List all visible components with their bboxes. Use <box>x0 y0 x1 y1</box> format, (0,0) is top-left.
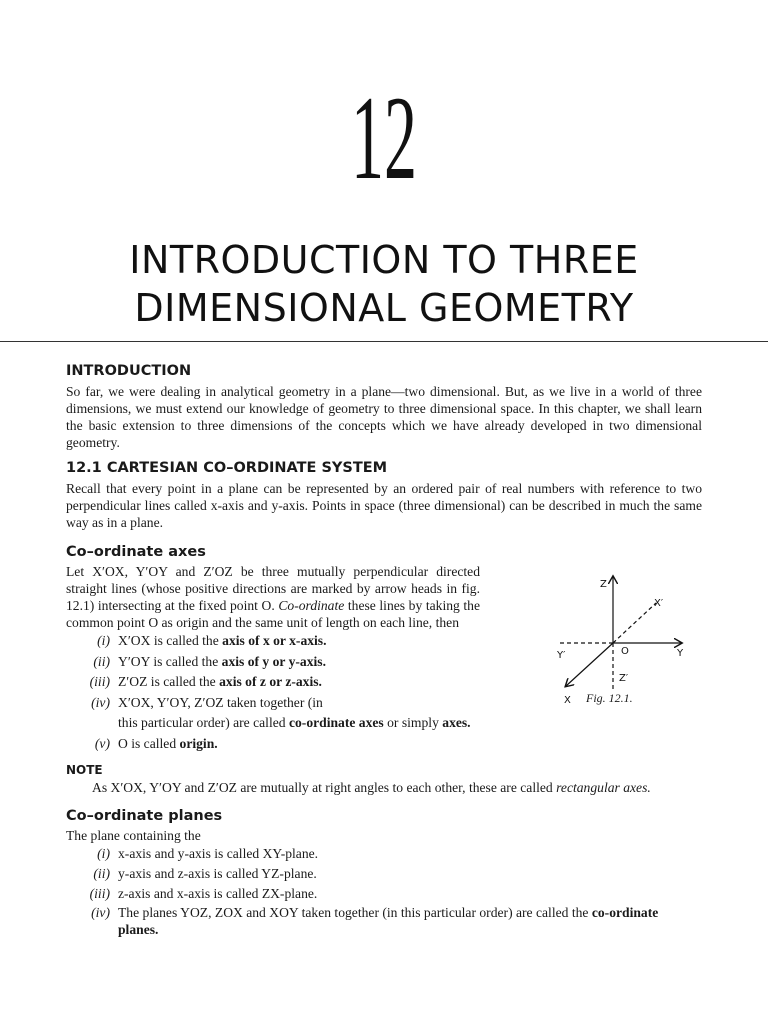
label-o: O <box>621 646 629 657</box>
chapter-number: 12 <box>351 71 417 204</box>
planes-heading: Co–ordinate planes <box>66 808 223 824</box>
label-z: Z <box>600 579 607 590</box>
chapter-title-line1: INTRODUCTION TO THREE <box>129 238 639 282</box>
axes-paragraph: Let X′OX, Y′OY and Z′OZ be three mutually perpendicular directed straight lines (whose positive directions are marked by arrow heads in fig. 12.1) intersecting at the fixed point O. Co-ordinate these lines by taking the common point O as origin and the same unit of length on each line, then <box>66 564 481 630</box>
figure-caption: Fig. 12.1. <box>586 691 633 705</box>
axes-heading: Co–ordinate axes <box>66 544 206 560</box>
label-z-prime: Z′ <box>619 673 629 684</box>
planes-intro: The plane containing the <box>66 828 201 843</box>
planes-list <box>66 844 702 938</box>
x-axis-line <box>566 643 613 686</box>
axes-figure <box>548 551 708 711</box>
section-paragraph: Recall that every point in a plane can be represented by an ordered pair of real numbers with reference to two perpendicular lines called x-axis and y-axis. Points in space (three dimensional) can be described in much the same way as in a plane. <box>66 481 702 530</box>
x-prime-axis-line <box>613 603 656 643</box>
note-heading: NOTE <box>66 763 103 777</box>
list-item: (ii) y-axis and z-axis is called YZ-plane. <box>93 866 317 881</box>
title-divider <box>0 341 768 342</box>
chapter-title <box>0 236 768 332</box>
label-y: Y <box>677 648 684 659</box>
label-x: X <box>564 695 571 706</box>
list-item: (iv) X′OX, Y′OY, Z′OZ taken together (in <box>91 694 323 710</box>
list-item: (i) X′OX is called the axis of x or x-axis. <box>97 633 327 648</box>
section-heading: 12.1 CARTESIAN CO–ORDINATE SYSTEM <box>66 460 388 476</box>
label-x-prime: X′ <box>654 598 664 609</box>
list-item: (iv) The planes YOZ, ZOX and XOY taken together (in this particular order) are called the co-ordinate planes. <box>91 905 659 937</box>
list-item-continuation: this particular order) are called co-ordinate axes or simply axes. <box>118 715 471 730</box>
axes-diagram <box>548 551 708 711</box>
list-item: (iii) Z′OZ is called the axis of z or z-axis. <box>89 674 322 689</box>
list-item: (iii) z-axis and x-axis is called ZX-plane. <box>89 886 318 901</box>
intro-paragraph: So far, we were dealing in analytical geometry in a plane—two dimensional. But, as we live in a world of three dimensions, we must extend our knowledge of geometry to three dimensional space. In this chapter, we shall learn the basic extension to three dimensions of the concepts which we have already developed in two dimensional geometry. <box>66 384 702 450</box>
list-item: (i) x-axis and y-axis is called XY-plane. <box>97 846 319 861</box>
page-content <box>66 362 702 938</box>
chapter-title-line2: DIMENSIONAL GEOMETRY <box>134 286 634 330</box>
intro-heading: INTRODUCTION <box>66 363 192 379</box>
list-item: (ii) Y′OY is called the axis of y or y-axis. <box>93 653 326 669</box>
coordinate-axes-block <box>66 543 702 754</box>
label-y-prime: Y′ <box>557 650 566 661</box>
list-item: (v) O is called origin. <box>94 735 218 751</box>
note-paragraph: As X′OX, Y′OY and Z′OZ are mutually at right angles to each other, these are called rectangular axes. <box>92 780 651 795</box>
